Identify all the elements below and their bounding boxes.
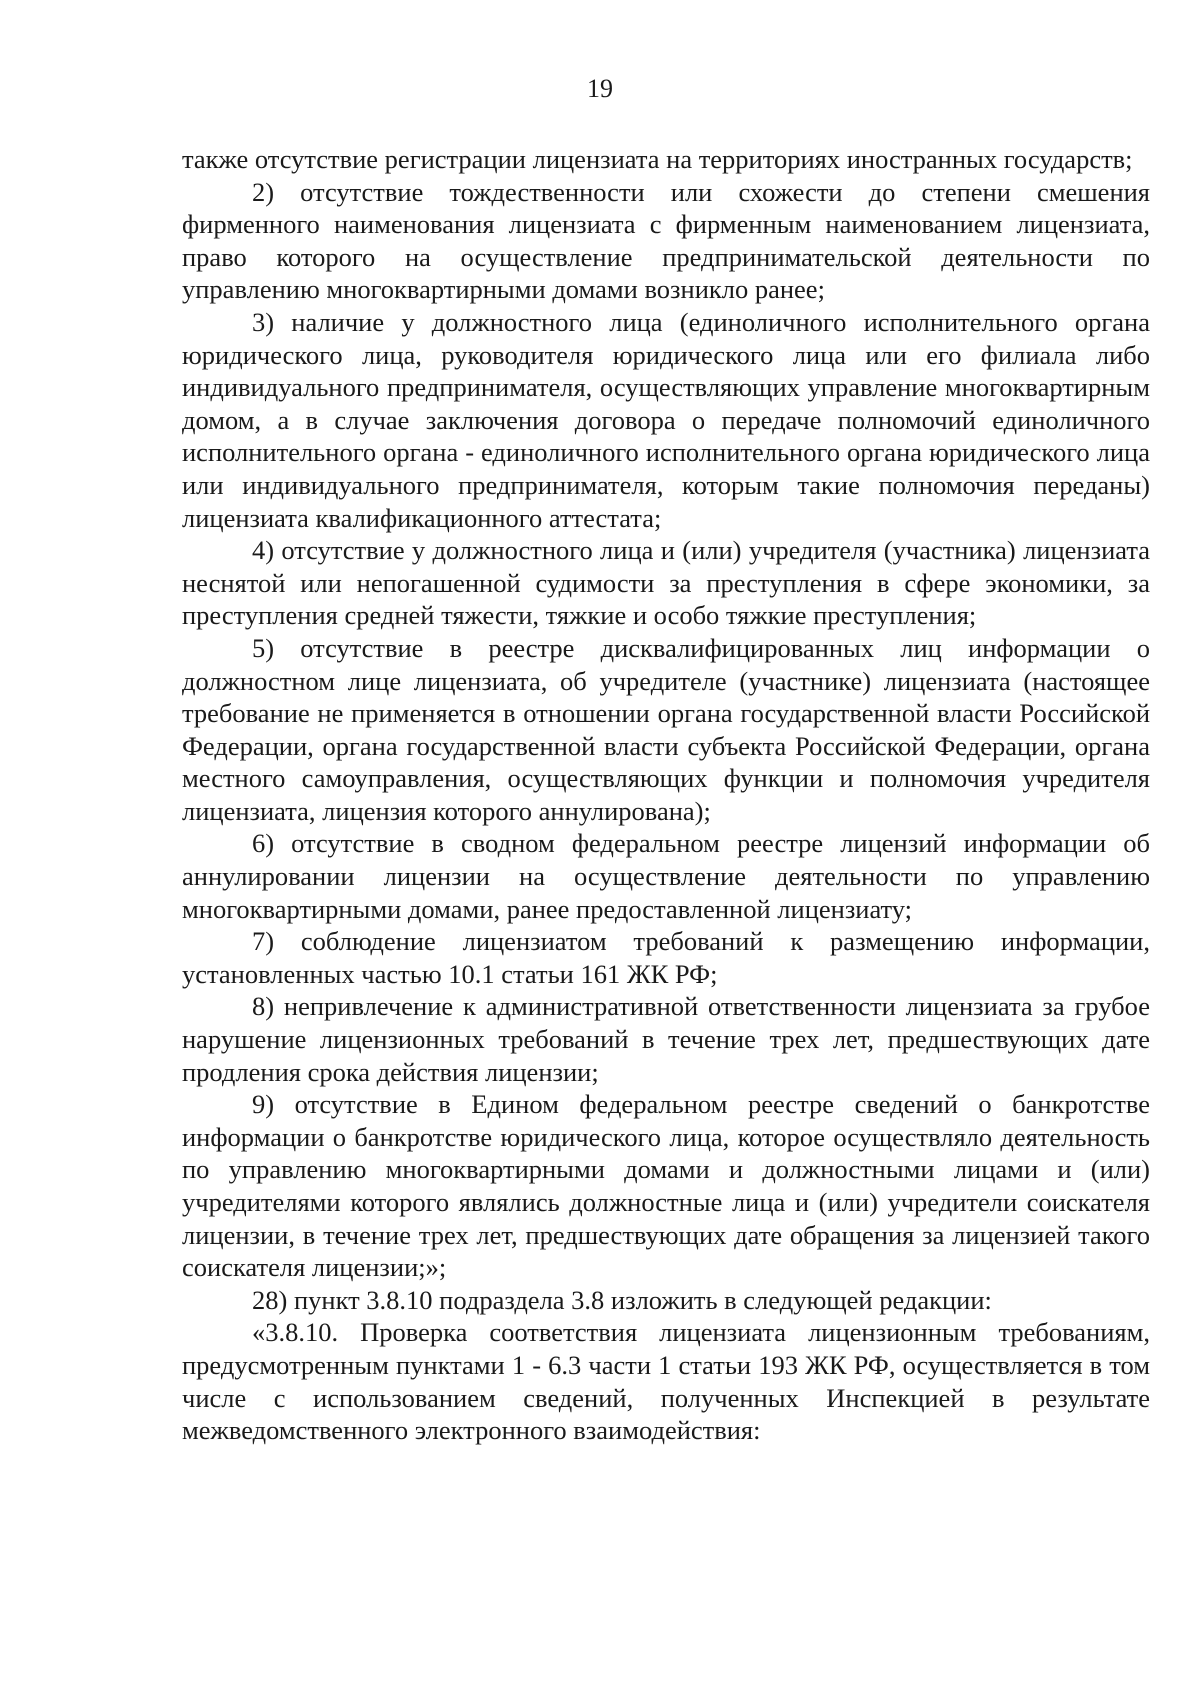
paragraph-item-28: 28) пункт 3.8.10 подраздела 3.8 изложить в следующей редакции:: [252, 1284, 992, 1315]
page-number: 19: [587, 74, 613, 103]
paragraph-continuation: также отсутствие регистрации лицензиата на территориях иностранных государств;: [182, 144, 1133, 174]
paragraph-item-8: 8) непривлечение к административной ответственности лицензиата за грубое нарушение лицензионных требований в течение трех лет, предшествующих дате продления срока действия лицензии;: [182, 991, 1150, 1087]
paragraph-item-5: 5) отсутствие в реестре дисквалифицированных лиц информации о должностном лице лицензиата, об учредителе (участнике) лицензиата (настоящее требование не применяется в отношении органа государственной власти Российской Федерации, органа государственной власти субъекта Российской Федерации, органа местного самоуправления, осуществляющих функции и полномочия учредителя лицензиата, лицензия которого аннулирована);: [182, 632, 1150, 826]
paragraph-item-9: 9) отсутствие в Едином федеральном реестре сведений о банкротстве информации о банкротстве юридического лица, которое осуществляло деятельность по управлению многоквартирными домами и должностными лицами и (или) учредителями которого являлись должностные лица и (или) учредители соискателя лицензии, в течение трех лет, предшествующих дате обращения за лицензией такого соискателя лицензии;»;: [182, 1089, 1150, 1283]
paragraph-3-8-10: «3.8.10. Проверка соответствия лицензиата лицензионным требованиям, предусмотренным пунктами 1 - 6.3 части 1 статьи 193 ЖК РФ, осуществляется в том числе с использованием сведений, полученных Инспекцией в результате межведомственного электронного взаимодействия:: [182, 1317, 1150, 1446]
document-body: [182, 143, 1150, 1447]
paragraph-item-4: 4) отсутствие у должностного лица и (или) учредителя (участника) лицензиата неснятой или непогашенной судимости за преступления в сфере экономики, за преступления средней тяжести, тяжкие и особо тяжкие преступления;: [182, 535, 1150, 631]
paragraph-item-7: 7) соблюдение лицензиатом требований к размещению информации, установленных частью 10.1 статьи 161 ЖК РФ;: [182, 926, 1150, 989]
paragraph-item-3: 3) наличие у должностного лица (единоличного исполнительного органа юридического лица, руководителя юридического лица или его филиала либо индивидуального предпринимателя, осуществляющих управление многоквартирным домом, а в случае заключения договора о передаче полномочий единоличного исполнительного органа - единоличного исполнительного органа юридического лица или индивидуального предпринимателя, которым такие полномочия переданы) лицензиата квалификационного аттестата;: [182, 306, 1150, 533]
paragraph-item-2: 2) отсутствие тождественности или схожести до степени смешения фирменного наименования лицензиата с фирменным наименованием лицензиата, право которого на осуществление предпринимательской деятельности по управлению многоквартирными домами возникло ранее;: [182, 176, 1150, 305]
paragraph-item-6: 6) отсутствие в сводном федеральном реестре лицензий информации об аннулировании лицензии на осуществление деятельности по управлению многоквартирными домами, ранее предоставленной лицензиату;: [182, 828, 1150, 924]
